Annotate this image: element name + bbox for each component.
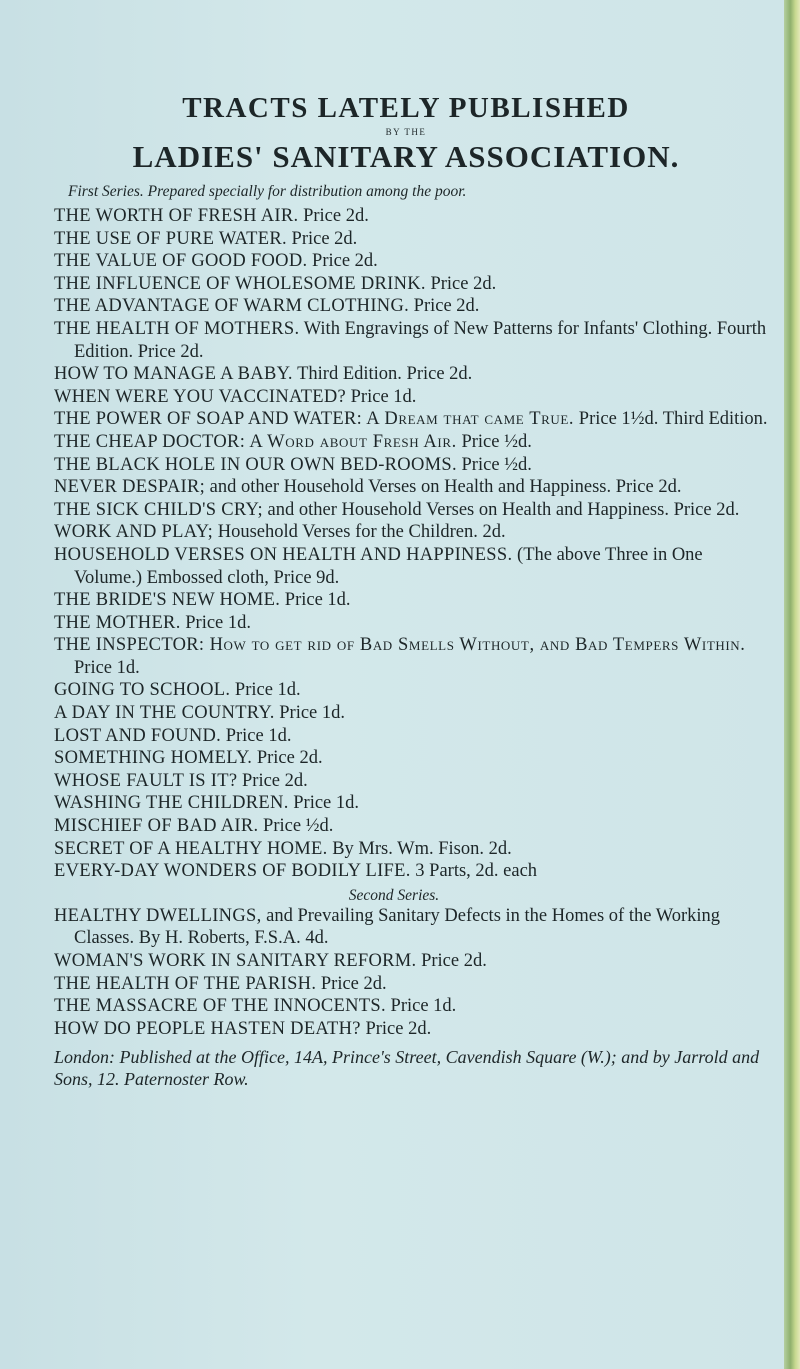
book-spine-edge bbox=[784, 0, 800, 1369]
tract-details: Price 2d. bbox=[425, 273, 497, 294]
first-series-list bbox=[54, 205, 774, 883]
tract-details: Price 1d. bbox=[230, 680, 301, 701]
by-line: BY THE bbox=[385, 127, 427, 137]
tract-title: SOMETHING HOMELY. bbox=[54, 748, 253, 769]
tract-details: Price 1d. bbox=[74, 657, 140, 678]
tract-item bbox=[54, 431, 774, 454]
tract-item bbox=[54, 250, 774, 273]
tract-details: Price 1d. bbox=[221, 725, 292, 746]
tract-title: THE HEALTH OF THE PARISH. bbox=[54, 973, 317, 994]
tract-item bbox=[54, 273, 774, 296]
tract-details: 3 Parts, 2d. each bbox=[410, 861, 538, 882]
tract-title: GOING TO SCHOOL. bbox=[54, 680, 231, 701]
tract-item bbox=[54, 770, 774, 793]
tract-item bbox=[54, 1018, 774, 1041]
tract-item bbox=[54, 589, 774, 612]
tract-title: THE MASSACRE OF THE INNOCENTS. bbox=[54, 996, 386, 1017]
tract-item bbox=[54, 860, 774, 883]
tract-title: EVERY-DAY WONDERS OF BODILY LIFE. bbox=[54, 861, 411, 882]
tract-item bbox=[54, 838, 774, 861]
tract-subtitle: A Word about Fresh Air. bbox=[245, 431, 457, 452]
tract-item bbox=[54, 476, 774, 499]
tract-details: Price 1d. bbox=[288, 793, 360, 814]
tract-item bbox=[54, 995, 774, 1018]
tract-item bbox=[54, 634, 774, 679]
tract-title: THE BLACK HOLE IN OUR OWN BED-ROOMS. bbox=[54, 454, 457, 475]
tract-details: Price 1d. bbox=[180, 612, 252, 633]
tract-title: WHEN WERE YOU VACCINATED? bbox=[54, 386, 347, 407]
tract-title: SECRET OF A HEALTHY HOME. bbox=[54, 838, 328, 859]
page-title: TRACTS LATELY PUBLISHED bbox=[182, 92, 630, 124]
tract-item bbox=[54, 612, 774, 635]
tract-details: Price 1d. bbox=[346, 386, 417, 407]
tract-details: Price 2d. bbox=[298, 206, 369, 226]
tract-item bbox=[54, 205, 774, 228]
tract-title: THE VALUE OF GOOD FOOD. bbox=[54, 251, 308, 272]
tract-title: THE INSPECTOR: bbox=[54, 635, 205, 656]
association-name: LADIES' SANITARY ASSOCIATION. bbox=[132, 139, 680, 174]
advertisement-content bbox=[54, 92, 774, 1090]
tract-item bbox=[54, 792, 774, 815]
tract-details: Price 1d. bbox=[280, 590, 351, 611]
tract-details: Price 2d. bbox=[286, 228, 358, 249]
tract-details: Third Edition. Price 2d. bbox=[292, 364, 473, 385]
tract-details: Price 2d. bbox=[409, 296, 480, 317]
tract-title: THE INFLUENCE OF WHOLESOME DRINK. bbox=[54, 273, 426, 294]
tract-details: and Prevailing Sanitary Defects in the Homes of the Working Classes. By H. Roberts, F.S.A. 4d. bbox=[74, 905, 721, 949]
tract-details: Price 1½d. Third Edition. bbox=[574, 409, 768, 430]
tract-details: Price 2d. bbox=[316, 973, 387, 994]
tract-item bbox=[54, 679, 774, 702]
tract-details: By Mrs. Wm. Fison. 2d. bbox=[327, 838, 512, 859]
tract-item bbox=[54, 499, 774, 522]
tract-title: THE WORTH OF FRESH AIR. bbox=[54, 206, 299, 226]
tract-title: THE MOTHER. bbox=[54, 612, 181, 633]
tract-title: THE USE OF PURE WATER. bbox=[54, 228, 287, 249]
tract-title: THE CHEAP DOCTOR: bbox=[54, 431, 246, 452]
tract-subtitle: How to get rid of Bad Smells Without, and Bad Tempers Within. bbox=[204, 635, 746, 656]
tract-title: LOST AND FOUND. bbox=[54, 725, 222, 746]
tract-item bbox=[54, 295, 774, 318]
tract-item bbox=[54, 747, 774, 770]
publisher-imprint: London: Published at the Office, 14A, Prince's Street, Cavendish Square (W.); and by Jarrold and Sons, 12. Paternoster Row. bbox=[54, 1047, 760, 1090]
tract-details: Household Verses for the Children. 2d. bbox=[213, 522, 506, 543]
tract-details: Price ½d. bbox=[258, 816, 334, 837]
tract-item bbox=[54, 905, 774, 950]
tract-details: Price 1d. bbox=[274, 703, 346, 724]
tract-title: WHOSE FAULT IS IT? bbox=[54, 770, 238, 791]
tract-item bbox=[54, 950, 774, 973]
tract-details: and other Household Verses on Health and Happiness. Price 2d. bbox=[205, 477, 682, 498]
tract-item bbox=[54, 702, 774, 725]
tract-details: Price ½d. bbox=[456, 431, 532, 452]
tract-details: (The above Three in One Volume.) Embossed cloth, Price 9d. bbox=[74, 544, 703, 588]
tract-title: WORK AND PLAY; bbox=[54, 522, 214, 543]
tract-item bbox=[54, 725, 774, 748]
tract-item bbox=[54, 363, 774, 386]
second-series-list bbox=[54, 905, 774, 1041]
tract-title: NEVER DESPAIR; bbox=[54, 477, 206, 498]
tract-details: and other Household Verses on Health and Happiness. Price 2d. bbox=[262, 499, 740, 520]
tract-item bbox=[54, 521, 774, 544]
tract-title: WASHING THE CHILDREN. bbox=[54, 793, 289, 814]
tract-title: HOUSEHOLD VERSES ON HEALTH AND HAPPINESS. bbox=[54, 544, 513, 565]
first-series-heading: First Series. Prepared specially for distribution among the poor. bbox=[68, 183, 467, 200]
tract-title: MISCHIEF OF BAD AIR. bbox=[54, 816, 259, 837]
tract-item bbox=[54, 454, 774, 477]
tract-title: A DAY IN THE COUNTRY. bbox=[54, 703, 275, 724]
tract-title: HOW DO PEOPLE HASTEN DEATH? bbox=[54, 1018, 361, 1039]
tract-details: Price 2d. bbox=[252, 748, 323, 769]
tract-title: THE SICK CHILD'S CRY; bbox=[54, 499, 263, 520]
tract-details: Price 1d. bbox=[385, 996, 457, 1017]
tract-title: THE HEALTH OF MOTHERS. bbox=[54, 318, 300, 339]
tract-item bbox=[54, 408, 774, 431]
tract-details: Price 2d. bbox=[416, 951, 487, 971]
tract-item bbox=[54, 973, 774, 996]
tract-item bbox=[54, 386, 774, 409]
tract-subtitle: A Dream that came True. bbox=[362, 409, 575, 430]
tract-item bbox=[54, 318, 774, 363]
tract-title: THE BRIDE'S NEW HOME. bbox=[54, 590, 281, 611]
tract-title: HOW TO MANAGE A BABY. bbox=[54, 364, 293, 385]
tract-details: Price 2d. bbox=[237, 770, 308, 791]
second-series-heading: Second Series. bbox=[348, 886, 440, 904]
tract-details: Price 2d. bbox=[307, 251, 378, 272]
tract-item bbox=[54, 815, 774, 838]
tract-details: Price 2d. bbox=[360, 1018, 432, 1039]
tract-title: THE POWER OF SOAP AND WATER: bbox=[54, 409, 363, 430]
tract-item bbox=[54, 544, 774, 589]
tract-details: Price ½d. bbox=[456, 454, 532, 475]
tract-details: With Engravings of New Patterns for Infants' Clothing. Fourth Edition. Price 2d. bbox=[74, 318, 767, 362]
tract-title: WOMAN'S WORK IN SANITARY REFORM. bbox=[54, 951, 417, 971]
tract-title: THE ADVANTAGE OF WARM CLOTHING. bbox=[54, 296, 410, 317]
tract-title: HEALTHY DWELLINGS, bbox=[54, 905, 262, 926]
tract-item bbox=[54, 228, 774, 251]
